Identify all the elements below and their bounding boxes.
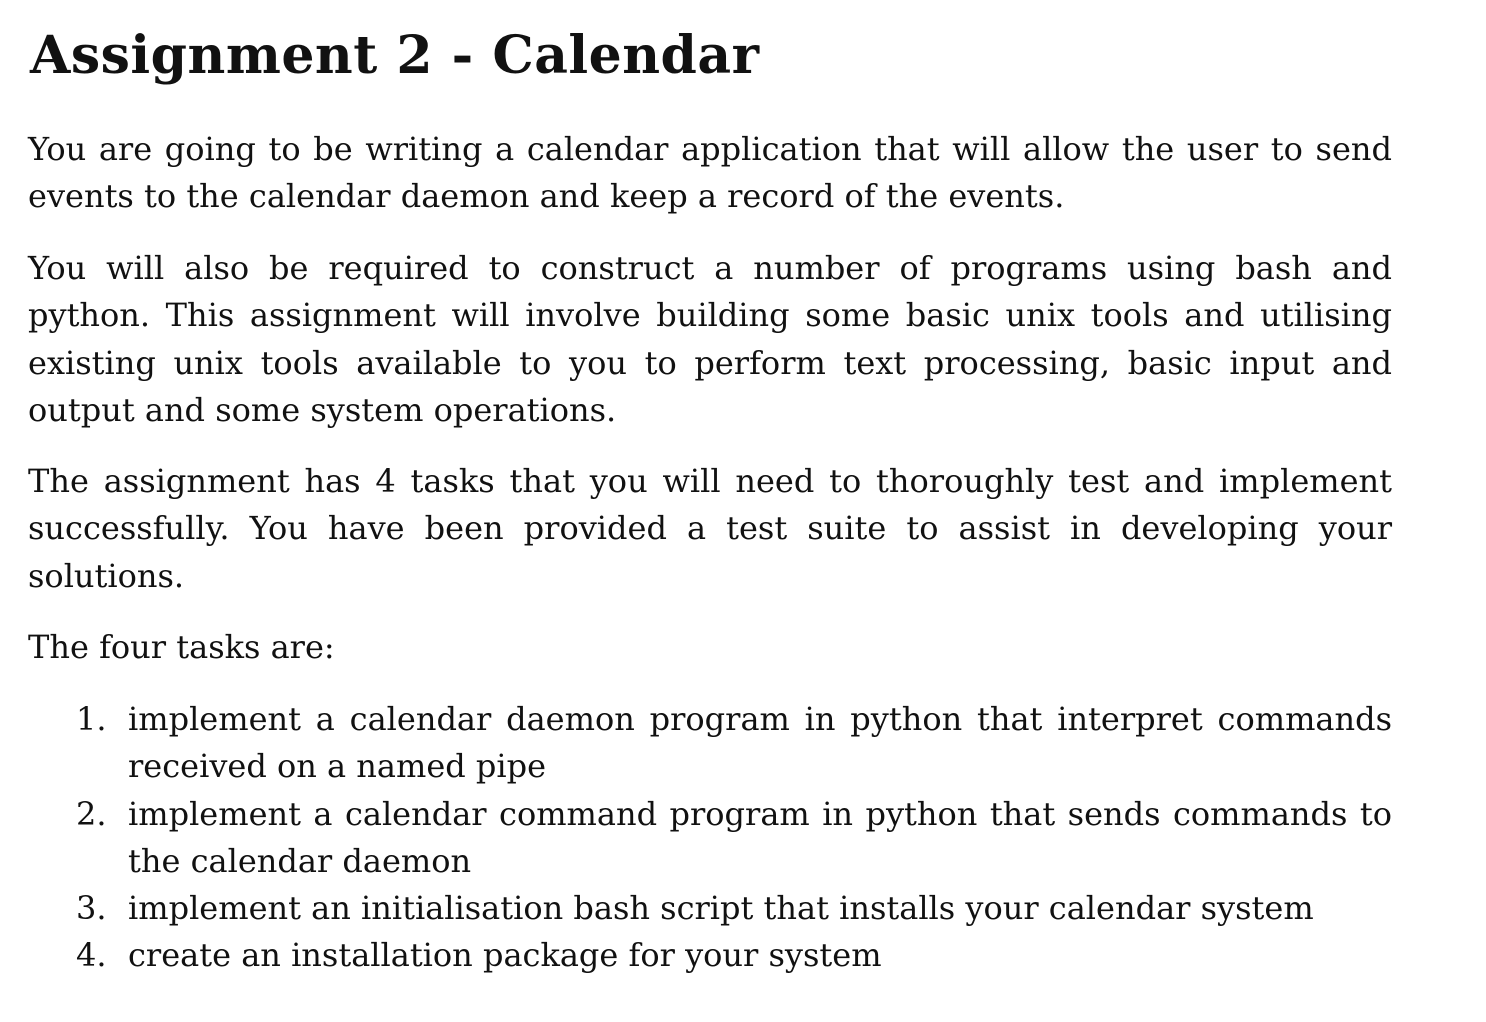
list-item-number: 3. xyxy=(76,889,107,928)
list-item-number: 4. xyxy=(76,936,107,975)
list-item-text: implement a calendar daemon program in python that interpret commands received on a named pipe xyxy=(128,700,1392,786)
list-item xyxy=(28,932,1392,979)
list-item-number: 2. xyxy=(76,794,107,833)
intro-paragraph: You are going to be writing a calendar application that will allow the user to send events to the calendar daemon and keep a record of the events. xyxy=(28,130,1392,216)
list-item xyxy=(28,885,1392,932)
list-item-text: create an installation package for your system xyxy=(128,936,882,975)
list-item xyxy=(28,696,1392,791)
list-item-number: 1. xyxy=(76,700,107,738)
list-item-text: implement a calendar command program in python that sends commands to the calendar daemon xyxy=(128,794,1392,880)
task-list xyxy=(28,696,1392,980)
document-title: Assignment 2 - Calendar xyxy=(30,25,760,86)
tasks-heading: The four tasks are: xyxy=(28,628,335,666)
list-item-text: implement an initialisation bash script that installs your calendar system xyxy=(128,889,1314,928)
tasks-overview-paragraph: The assignment has 4 tasks that you will need to thoroughly test and implement successfully. You have been provided a test suite to assist in developing your solutions. xyxy=(28,462,1392,595)
requirements-paragraph: You will also be required to construct a number of programs using bash and python. This assignment will involve building some basic unix tools and utilising existing unix tools available to you to perform text processing, basic input and output and some system operations. xyxy=(28,249,1392,429)
list-item xyxy=(28,791,1392,886)
